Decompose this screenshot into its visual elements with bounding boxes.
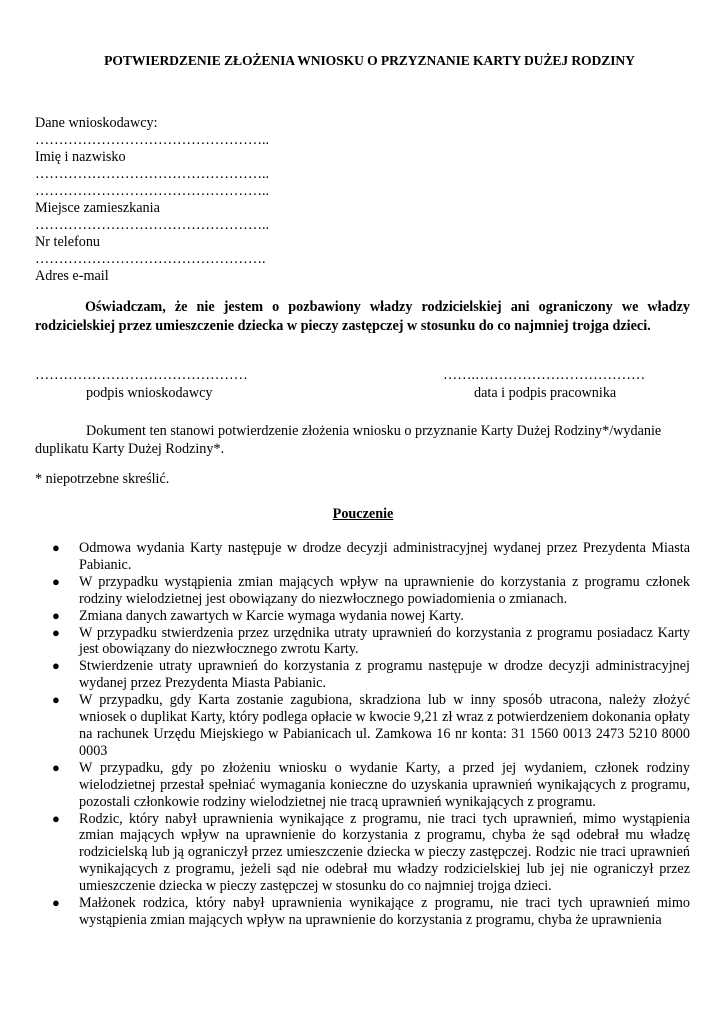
bullet-icon: ●	[52, 692, 60, 708]
list-item-text: Małżonek rodzica, który nabył uprawnienia wynikające z programu, nie traci tych uprawnień mimo wystąpienia zmian mających wpływ na uprawnienie do korzystania z programu, chyba że uprawnienia	[79, 895, 690, 928]
fill-line-email: ………………………………………….	[35, 251, 266, 267]
list-item-text: Stwierdzenie utraty uprawnień do korzystania z programu następuje w drodze decyzji administracyjnej wydanej przez Prezydenta Miasta Pabianic.	[79, 658, 690, 692]
instructions-heading: Pouczenie	[332, 506, 394, 522]
list-item	[0, 895, 690, 929]
list-item	[0, 760, 690, 811]
bullet-icon: ●	[52, 624, 60, 640]
list-item-text: W przypadku, gdy Karta zostanie zagubiona, skradziona lub w inny sposób utracona, należy złożyć wniosek o duplikat Karty, który podlega opłacie w kwocie 9,21 zł wraz z potwierdzeniem dokonania opłaty na rachunek Urzędu Miejskiego w Pabianicach ul. Zamkowa 16 nr konta: 31 1560 0013 2473 5210 8000 0003	[79, 692, 690, 759]
list-item	[0, 658, 690, 692]
employee-signature-label: data i podpis pracownika	[474, 385, 617, 401]
name-label: Imię i nazwisko	[35, 149, 126, 165]
list-item-text: Odmowa wydania Karty następuje w drodze decyzji administracyjnej wydanej przez Prezydenta Miasta Pabianic.	[79, 540, 690, 573]
phone-label: Nr telefonu	[35, 234, 101, 250]
fill-line-phone: …………………………………………..	[35, 217, 270, 233]
list-item	[0, 540, 690, 574]
declaration-statement: Oświadczam, że nie jestem o pozbawiony władzy rodzicielskiej ani ograniczony we władzy rodzicielskiej przez umieszczenie dziecka w pieczy zastępczej w stosunku do co najmniej trojga dzieci.	[35, 299, 690, 334]
list-item	[0, 692, 690, 760]
list-item-text: Rodzic, który nabył uprawnienia wynikające z programu, nie traci tych uprawnień, mimo wystąpienia zmian mających wpływ na uprawnienie do korzystania z programu, chyba że sąd odebrał mu władzę rodzicielską lub ją ograniczył przez umieszczenie dziecka w pieczy zastępczej. Rodzic nie traci uprawnień wynikających z programu, jeżeli sąd nie odebrał mu władzy rodzicielskiej lub jej nie ograniczył przez umieszczenie dziecka w pieczy zastępczej w stosunku do co najmniej trojga dzieci.	[79, 810, 690, 895]
address-label: Miejsce zamieszkania	[35, 200, 160, 216]
bullet-icon: ●	[52, 658, 60, 674]
fill-line-name: …………………………………………..	[35, 132, 270, 148]
fill-line-address-2: …………………………………………..	[35, 183, 270, 199]
bullet-icon: ●	[52, 607, 60, 623]
applicant-signature-line: ………………………………………	[35, 367, 248, 383]
list-item-text: W przypadku wystąpienia zmian mających wpływ na uprawnienie do korzystania z programu członek rodziny wielodzietnej jest obowiązany do niezwłocznego powiadomienia o zmianach.	[79, 573, 690, 607]
list-item	[0, 574, 690, 608]
list-item-text: W przypadku, gdy po złożeniu wniosku o wydanie Karty, a przed jej wydaniem, członek rodziny wielodzietnej przestał spełniać wymagania konieczne do uzyskania uprawnień wynikających z programu, pozostali członkowie rodziny wielodzietnej nie tracą uprawnień wynikających z programu.	[79, 759, 690, 810]
bullet-icon: ●	[52, 540, 60, 555]
bullet-icon: ●	[52, 573, 60, 589]
bullet-icon: ●	[52, 810, 60, 826]
applicant-signature-label: podpis wnioskodawcy	[86, 385, 213, 401]
list-item	[0, 625, 690, 659]
list-item-text: Zmiana danych zawartych w Karcie wymaga wydania nowej Karty.	[79, 607, 464, 624]
applicant-data-section	[35, 115, 675, 285]
email-label: Adres e-mail	[35, 268, 109, 284]
footnote: * niepotrzebne skreślić.	[35, 471, 170, 487]
bullet-icon: ●	[52, 895, 60, 911]
instructions-list	[0, 540, 725, 929]
list-item	[0, 608, 690, 625]
list-item	[0, 811, 690, 896]
applicant-data-header: Dane wnioskodawcy:	[35, 115, 158, 131]
fill-line-address-1: …………………………………………..	[35, 166, 270, 182]
employee-signature-line: …….………………………………	[443, 367, 646, 383]
confirmation-text: Dokument ten stanowi potwierdzenie złożenia wniosku o przyznanie Karty Dużej Rodziny*/wydanie duplikatu Karty Dużej Rodziny*.	[35, 423, 662, 457]
bullet-icon: ●	[52, 759, 60, 775]
list-item-text: W przypadku stwierdzenia przez urzędnika utraty uprawnień do korzystania z programu posiadacz Karty jest obowiązany do niezwłocznego zwrotu Karty.	[79, 624, 690, 658]
document-title: POTWIERDZENIE ZŁOŻENIA WNIOSKU O PRZYZNANIE KARTY DUŻEJ RODZINY	[104, 53, 635, 68]
